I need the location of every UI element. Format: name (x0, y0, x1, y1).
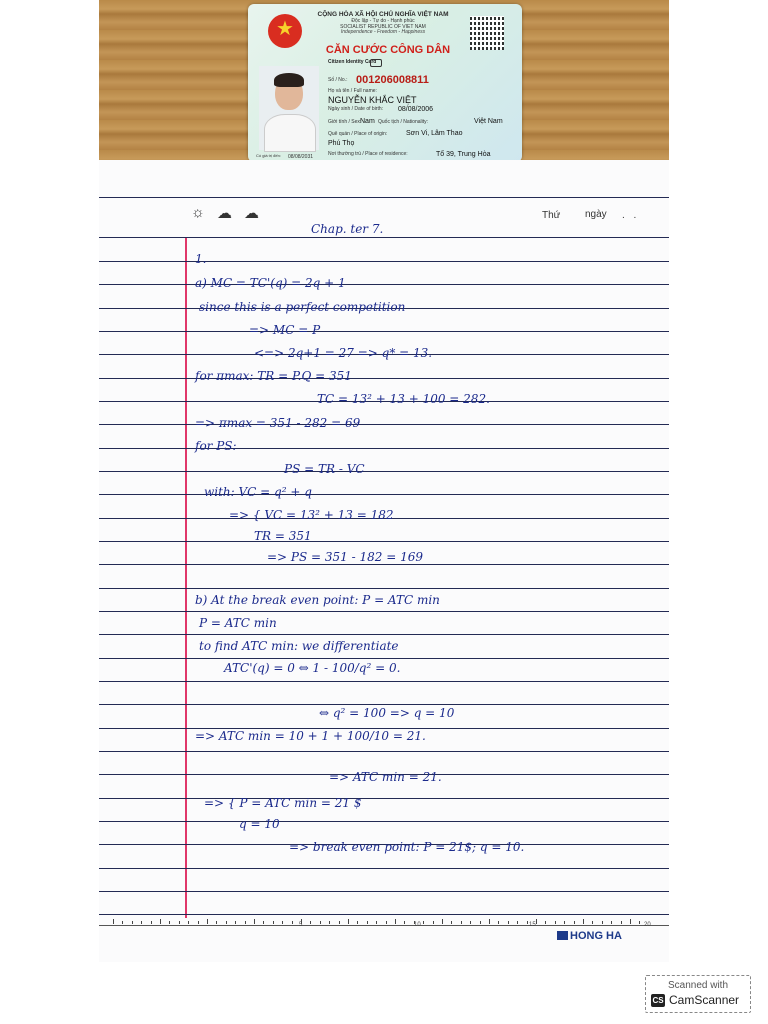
margin-line (185, 238, 187, 918)
ruler-tick (216, 921, 217, 924)
origin-value: Sơn Vi, Lâm Thao (406, 130, 463, 137)
ruler-tick (179, 921, 180, 924)
sex-value: Nam (360, 118, 375, 125)
ruler-tick (630, 919, 631, 924)
camscanner-name: CamScanner (669, 993, 740, 1007)
date-dots: . . (622, 210, 640, 221)
chip-icon (370, 59, 382, 67)
handwritten-line: for PS: (195, 439, 237, 453)
ruler-tick (188, 921, 189, 924)
dob-label: Ngày sinh / Date of birth: (328, 106, 384, 112)
dob-value: 08/08/2006 (398, 106, 434, 113)
ruled-line (99, 541, 669, 542)
id-card (248, 4, 522, 162)
card-subtitle: Citizen Identity Card (328, 59, 377, 65)
ruler-tick (132, 921, 133, 924)
handwritten-line: => πmax = 351 - 282 = 69 (195, 416, 361, 430)
ruler-tick (226, 921, 227, 924)
ruled-line (99, 681, 669, 682)
ruled-line (99, 751, 669, 752)
ruled-line (99, 471, 669, 472)
scanned-photo (99, 0, 669, 962)
ruler-tick (282, 921, 283, 924)
ruler-tick (292, 921, 293, 924)
ruler-tick (141, 921, 142, 924)
ruler-tick (386, 921, 387, 924)
ruler-number: 20 (644, 922, 651, 928)
ruler-tick (329, 921, 330, 924)
ruled-line (99, 798, 669, 799)
ruled-line (99, 821, 669, 822)
ruler-tick (442, 919, 443, 924)
ruled-line (99, 424, 669, 425)
sex-label: Giới tính / Sex: (328, 119, 362, 125)
card-title: CĂN CƯỚC CÔNG DÂN (325, 44, 451, 56)
ruler-tick (273, 921, 274, 924)
handwritten-line: b) At the break even point: P = ATC min (195, 593, 440, 607)
ruler-tick (470, 921, 471, 924)
id-number: 001206008811 (356, 74, 429, 86)
origin-value-2: Phú Thọ (328, 140, 355, 147)
ruler-tick (602, 921, 603, 924)
ruler-tick (310, 921, 311, 924)
ruler-tick (122, 921, 123, 924)
handwritten-line: 1. (195, 252, 207, 266)
ruled-line (99, 634, 669, 635)
handwritten-line: ATC'(q) = 0 ⇔ 1 - 100/q² = 0. (224, 661, 401, 675)
ruled-line (99, 611, 669, 612)
card-header-line2: Độc lập - Tự do - Hạnh phúc (351, 18, 415, 24)
ruler-tick (489, 919, 490, 924)
ruler-tick (480, 921, 481, 924)
expiry-value: 08/08/2031 (288, 154, 314, 160)
ruler-tick (376, 921, 377, 924)
handwritten-line: ⇔ q² = 100 => q = 10 (319, 706, 455, 720)
ruler-tick (611, 921, 612, 924)
ruler-tick (423, 921, 424, 924)
ruler-tick (508, 921, 509, 924)
ruler-line (99, 925, 669, 926)
handwritten-line: Chap. ter 7. (311, 222, 384, 236)
ruled-line (99, 891, 669, 892)
ruler-tick (235, 921, 236, 924)
ruler-tick (263, 921, 264, 924)
ruler-tick (536, 919, 537, 924)
handwritten-line: P = ATC min (199, 616, 277, 630)
ruler-tick (357, 921, 358, 924)
handwritten-line: => { VC = 13² + 13 = 182 (229, 508, 394, 522)
sun-icon: ☼ (191, 204, 205, 221)
ruler-tick (555, 921, 556, 924)
notebook-page (99, 160, 669, 962)
ruled-line (99, 658, 669, 659)
handwritten-line: to find ATC min: we differentiate (199, 639, 399, 653)
ruler-tick (461, 921, 462, 924)
ruled-line (99, 261, 669, 262)
ruler-tick (367, 921, 368, 924)
ruler-tick (583, 919, 584, 924)
handwritten-line: => MC = P (249, 323, 321, 337)
ruled-line (99, 378, 669, 379)
ruler-tick (395, 919, 396, 924)
handwritten-line: TC = 13² + 13 + 100 = 282. (317, 392, 490, 406)
ruled-line (99, 868, 669, 869)
origin-label: Quê quán / Place of origin: (328, 131, 388, 137)
ruler-tick (198, 921, 199, 924)
full-name: NGUYỄN KHẮC VIỆT (328, 95, 417, 105)
handwritten-line: PS = TR - VC (284, 462, 365, 476)
ruled-line (99, 494, 669, 495)
handwritten-line: q = 10 (239, 817, 280, 831)
national-emblem-icon: ★ (268, 14, 302, 48)
handwritten-line: <=> 2q+1 = 27 => q* = 13. (254, 346, 433, 360)
ruler-tick (498, 921, 499, 924)
ruler-tick (639, 921, 640, 924)
ruler-tick (592, 921, 593, 924)
handwritten-line: => { P = ATC min = 21 $ (204, 796, 362, 810)
card-header-line3: SOCIALIST REPUBLIC OF VIET NAM (340, 24, 426, 30)
ruled-line (99, 237, 669, 238)
ruler-tick (517, 921, 518, 924)
nationality-label: Quốc tịch / Nationality: (378, 119, 429, 125)
ruler-number: 15 (529, 922, 536, 928)
name-label: Họ và tên / Full name: (328, 88, 377, 94)
ruler-tick (113, 919, 114, 924)
expiry-label: Có giá trị đến: (256, 153, 281, 158)
handwritten-line: since this is a perfect competition (199, 300, 406, 314)
brand-mark-icon (557, 931, 568, 940)
portrait-photo (259, 66, 319, 150)
ruler-tick (564, 921, 565, 924)
ruler-tick (621, 921, 622, 924)
ruler-tick (160, 919, 161, 924)
ruler-tick (574, 921, 575, 924)
handwritten-line: => ATC min = 10 + 1 + 100/10 = 21. (195, 729, 426, 743)
ruled-line (99, 914, 669, 915)
ruler-tick (348, 919, 349, 924)
handwritten-line: => ATC min = 21. (329, 770, 442, 784)
brand-logo (557, 930, 622, 942)
ruled-line (99, 588, 669, 589)
ruled-line (99, 704, 669, 705)
cloud-rain-icon: ☁ (217, 205, 232, 222)
ruler-number: 5 (299, 922, 303, 928)
id-label: Số / No.: (328, 77, 348, 83)
ruler-number: 10 (414, 922, 421, 928)
brand-name: HONG HA (570, 930, 622, 942)
ruled-line (99, 284, 669, 285)
ruler-tick (404, 921, 405, 924)
card-header-line1: CỘNG HÒA XÃ HỘI CHỦ NGHĨA VIỆT NAM (317, 11, 449, 18)
camscanner-logo: CS (652, 996, 664, 1005)
ruler-tick (169, 921, 170, 924)
residence-value: Tổ 39, Trung Hòa (436, 151, 491, 158)
ruler-tick (339, 921, 340, 924)
ruled-line (99, 564, 669, 565)
ruled-line (99, 331, 669, 332)
handwritten-line: TR = 351 (254, 529, 312, 543)
ruler-tick (545, 921, 546, 924)
cloud-icon: ☁ (244, 205, 259, 222)
handwritten-line: for πmax: TR = P.Q = 351 (195, 369, 352, 383)
ruled-line (99, 197, 669, 198)
handwritten-line: => break even point: P = 21$; q = 10. (289, 840, 525, 854)
card-header-line4: Independence - Freedom - Happiness (340, 29, 426, 35)
nationality-value: Việt Nam (474, 118, 503, 125)
ruled-line (99, 448, 669, 449)
day-of-week-label: Thứ (542, 210, 561, 221)
ruler-tick (433, 921, 434, 924)
ruler-tick (451, 921, 452, 924)
handwritten-line: a) MC = TC'(q) = 2q + 1 (195, 276, 346, 290)
date-label: ngày (585, 209, 607, 220)
residence-label: Nơi thường trú / Place of residence: (328, 151, 408, 157)
handwritten-line: => PS = 351 - 182 = 169 (267, 550, 423, 564)
ruler-tick (320, 921, 321, 924)
ruler-tick (254, 919, 255, 924)
scanned-with-text: Scanned with (667, 980, 729, 991)
ruler-tick (151, 921, 152, 924)
ruler-tick (245, 921, 246, 924)
ruler-tick (527, 921, 528, 924)
handwritten-line: with: VC = q² + q (204, 485, 312, 499)
ruler-tick (207, 919, 208, 924)
camscanner-watermark (645, 975, 751, 1013)
